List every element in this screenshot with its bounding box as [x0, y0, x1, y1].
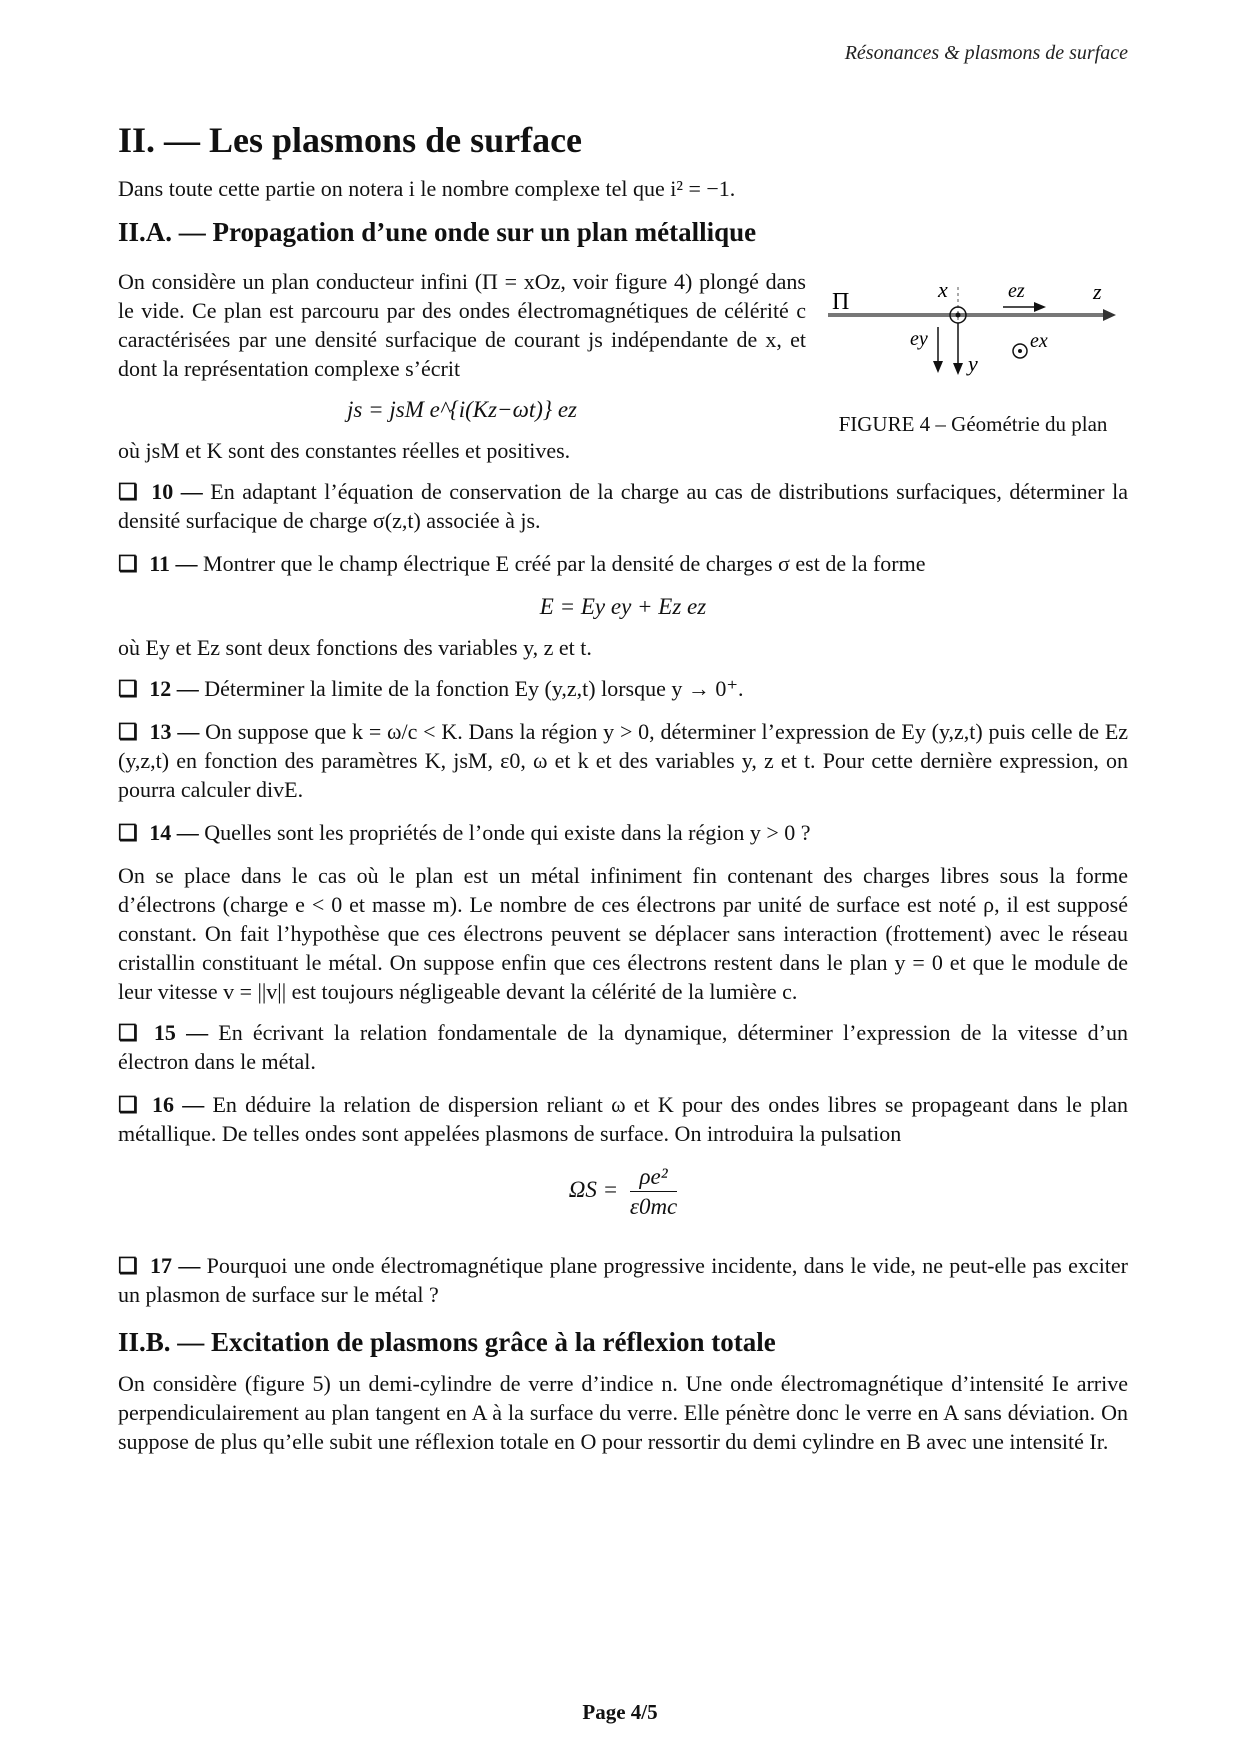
omega-denominator: ε0mc	[629, 1194, 678, 1219]
question-text: Quelles sont les propriétés de l’onde qui existe dans la région y > 0 ?	[204, 820, 811, 845]
section-title: II. — Les plasmons de surface	[118, 120, 583, 160]
question-number: 12 —	[149, 676, 199, 701]
question-16	[118, 1090, 1128, 1148]
question-number: 14 —	[149, 820, 199, 845]
subsection-a-title: II.A. — Propagation d’une onde sur un plan métallique	[118, 217, 757, 247]
intro-paragraph: On considère un plan conducteur infini (Π = xOz, voir figure 4) plongé dans le vide. Ce plan est parcouru par des ondes électromagnétiques de célérité c caractérisées par une densité surfacique de courant js indépendante de x, et dont la représentation complexe s’écrit	[118, 269, 806, 381]
ez-label: ez	[1008, 280, 1025, 302]
section-intro: Dans toute cette partie on notera i le nombre complexe tel que i² = −1.	[118, 176, 736, 201]
checkbox-icon: ❏	[118, 479, 138, 504]
question-10	[118, 477, 1128, 535]
question-15	[118, 1018, 1128, 1076]
y-arrow-head	[953, 363, 963, 375]
question-text: En déduire la relation de dispersion reliant ω et K pour des ondes libres se propageant dans le plan métallique. De telles ondes sont appelées plasmons de surface. On introduira la pulsation	[118, 1092, 1129, 1146]
checkbox-icon: ❏	[118, 820, 138, 845]
question-number: 17 —	[150, 1253, 201, 1278]
subsection-b-title: II.B. — Excitation de plasmons grâce à la réflexion totale	[118, 1327, 776, 1357]
checkbox-icon: ❏	[118, 551, 138, 576]
page-number: Page 4/5	[582, 1700, 658, 1724]
plasma-pulsation-equation	[118, 1162, 1128, 1221]
omega-fraction	[630, 1162, 677, 1221]
omega-numerator: ρe²	[630, 1162, 677, 1192]
question-11	[118, 549, 1128, 578]
ey-label: ey	[910, 328, 928, 350]
field-functions-note: où Ey et Ez sont deux fonctions des variables y, z et t.	[118, 635, 592, 660]
figure-caption-text: – Géométrie du plan	[935, 412, 1108, 436]
origin-dot	[956, 313, 961, 318]
question-text: On suppose que k = ω/c < K. Dans la région y > 0, déterminer l’expression de Ey (y,z,t) puis celle de Ez (y,z,t) en fonction des paramètres K, jsM, ε0, ω et k et des variables y, z et t. Pour cette dernière expression, on pourra calculer divE.	[118, 719, 1129, 802]
constants-note: où jsM et K sont des constantes réelles et positives.	[118, 438, 571, 463]
checkbox-icon: ❏	[118, 1253, 138, 1278]
metal-paragraph: On se place dans le cas où le plan est un métal infiniment fin contenant des charges libres sous la forme d’électrons (charge e < 0 et masse m). Le nombre de ces électrons par unité de surface est noté ρ, il est supposé constant. On fait l’hypothèse que ces électrons peuvent se déplacer sans interaction (frottement) avec le réseau cristallin constituant le métal. On suppose enfin que ces électrons restent dans le plan y = 0 et que le module de leur vitesse v = ||v|| est toujours négligeable devant la célérité de la lumière c.	[118, 863, 1128, 1004]
figure-4	[818, 267, 1128, 439]
question-12	[118, 674, 1128, 703]
checkbox-icon: ❏	[118, 1092, 138, 1117]
ex-dot	[1018, 349, 1022, 353]
ez-arrow-head	[1034, 302, 1046, 312]
intro-text-block	[118, 267, 806, 477]
plane-geometry-diagram	[818, 267, 1128, 397]
question-text: En adaptant l’équation de conservation de la charge au cas de distributions surfaciques, déterminer la densité surfacique de charge σ(z,t) associée à js.	[118, 479, 1129, 533]
question-14	[118, 818, 1128, 847]
question-13	[118, 717, 1128, 804]
question-number: 10 —	[151, 479, 203, 504]
pi-label: Π	[832, 289, 850, 315]
ex-label: ex	[1030, 330, 1048, 352]
electric-field-equation: E = Ey ey + Ez ez	[539, 594, 707, 619]
current-density-equation: js = jsM e^{i(Kz−ωt)} ez	[347, 397, 577, 422]
z-label: z	[1093, 279, 1102, 304]
question-number: 11 —	[149, 551, 198, 576]
question-number: 16 —	[151, 1092, 205, 1117]
question-text: En écrivant la relation fondamentale de la dynamique, déterminer l’expression de la vitesse d’un électron dans le métal.	[118, 1020, 1129, 1074]
running-header: Résonances & plasmons de surface	[844, 42, 1128, 64]
page-content	[118, 110, 1128, 1468]
z-arrow-head	[1103, 309, 1116, 321]
question-17	[118, 1251, 1128, 1309]
subsection-b-paragraph: On considère (figure 5) un demi-cylindre de verre d’indice n. Une onde électromagnétique d’intensité Ie arrive perpendiculairement au plan tangent en A à la surface du verre. Elle pénètre donc le verre en A sans déviation. On suppose de plus qu’elle subit une réflexion totale en O pour ressortir du demi cylindre en B avec une intensité Ir.	[118, 1371, 1128, 1454]
checkbox-icon: ❏	[118, 676, 138, 701]
question-text: Pourquoi une onde électromagnétique plane progressive incidente, dans le vide, ne peut-elle pas exciter un plasmon de surface sur le métal ?	[118, 1253, 1129, 1307]
intro-row	[118, 267, 1128, 477]
x-label: x	[938, 277, 948, 302]
figure-caption	[818, 410, 1128, 439]
ey-arrow-head	[933, 361, 943, 373]
question-number: 13 —	[149, 719, 200, 744]
figure-caption-prefix: FIGURE 4	[838, 412, 931, 436]
question-number: 15 —	[153, 1020, 209, 1045]
question-text: Déterminer la limite de la fonction Ey (y,z,t) lorsque y → 0⁺.	[204, 676, 744, 701]
checkbox-icon: ❏	[118, 1020, 138, 1045]
question-text: Montrer que le champ électrique E créé par la densité de charges σ est de la forme	[203, 551, 926, 576]
y-label: y	[968, 351, 978, 376]
omega-lhs: ΩS =	[568, 1176, 619, 1202]
checkbox-icon: ❏	[118, 719, 138, 744]
